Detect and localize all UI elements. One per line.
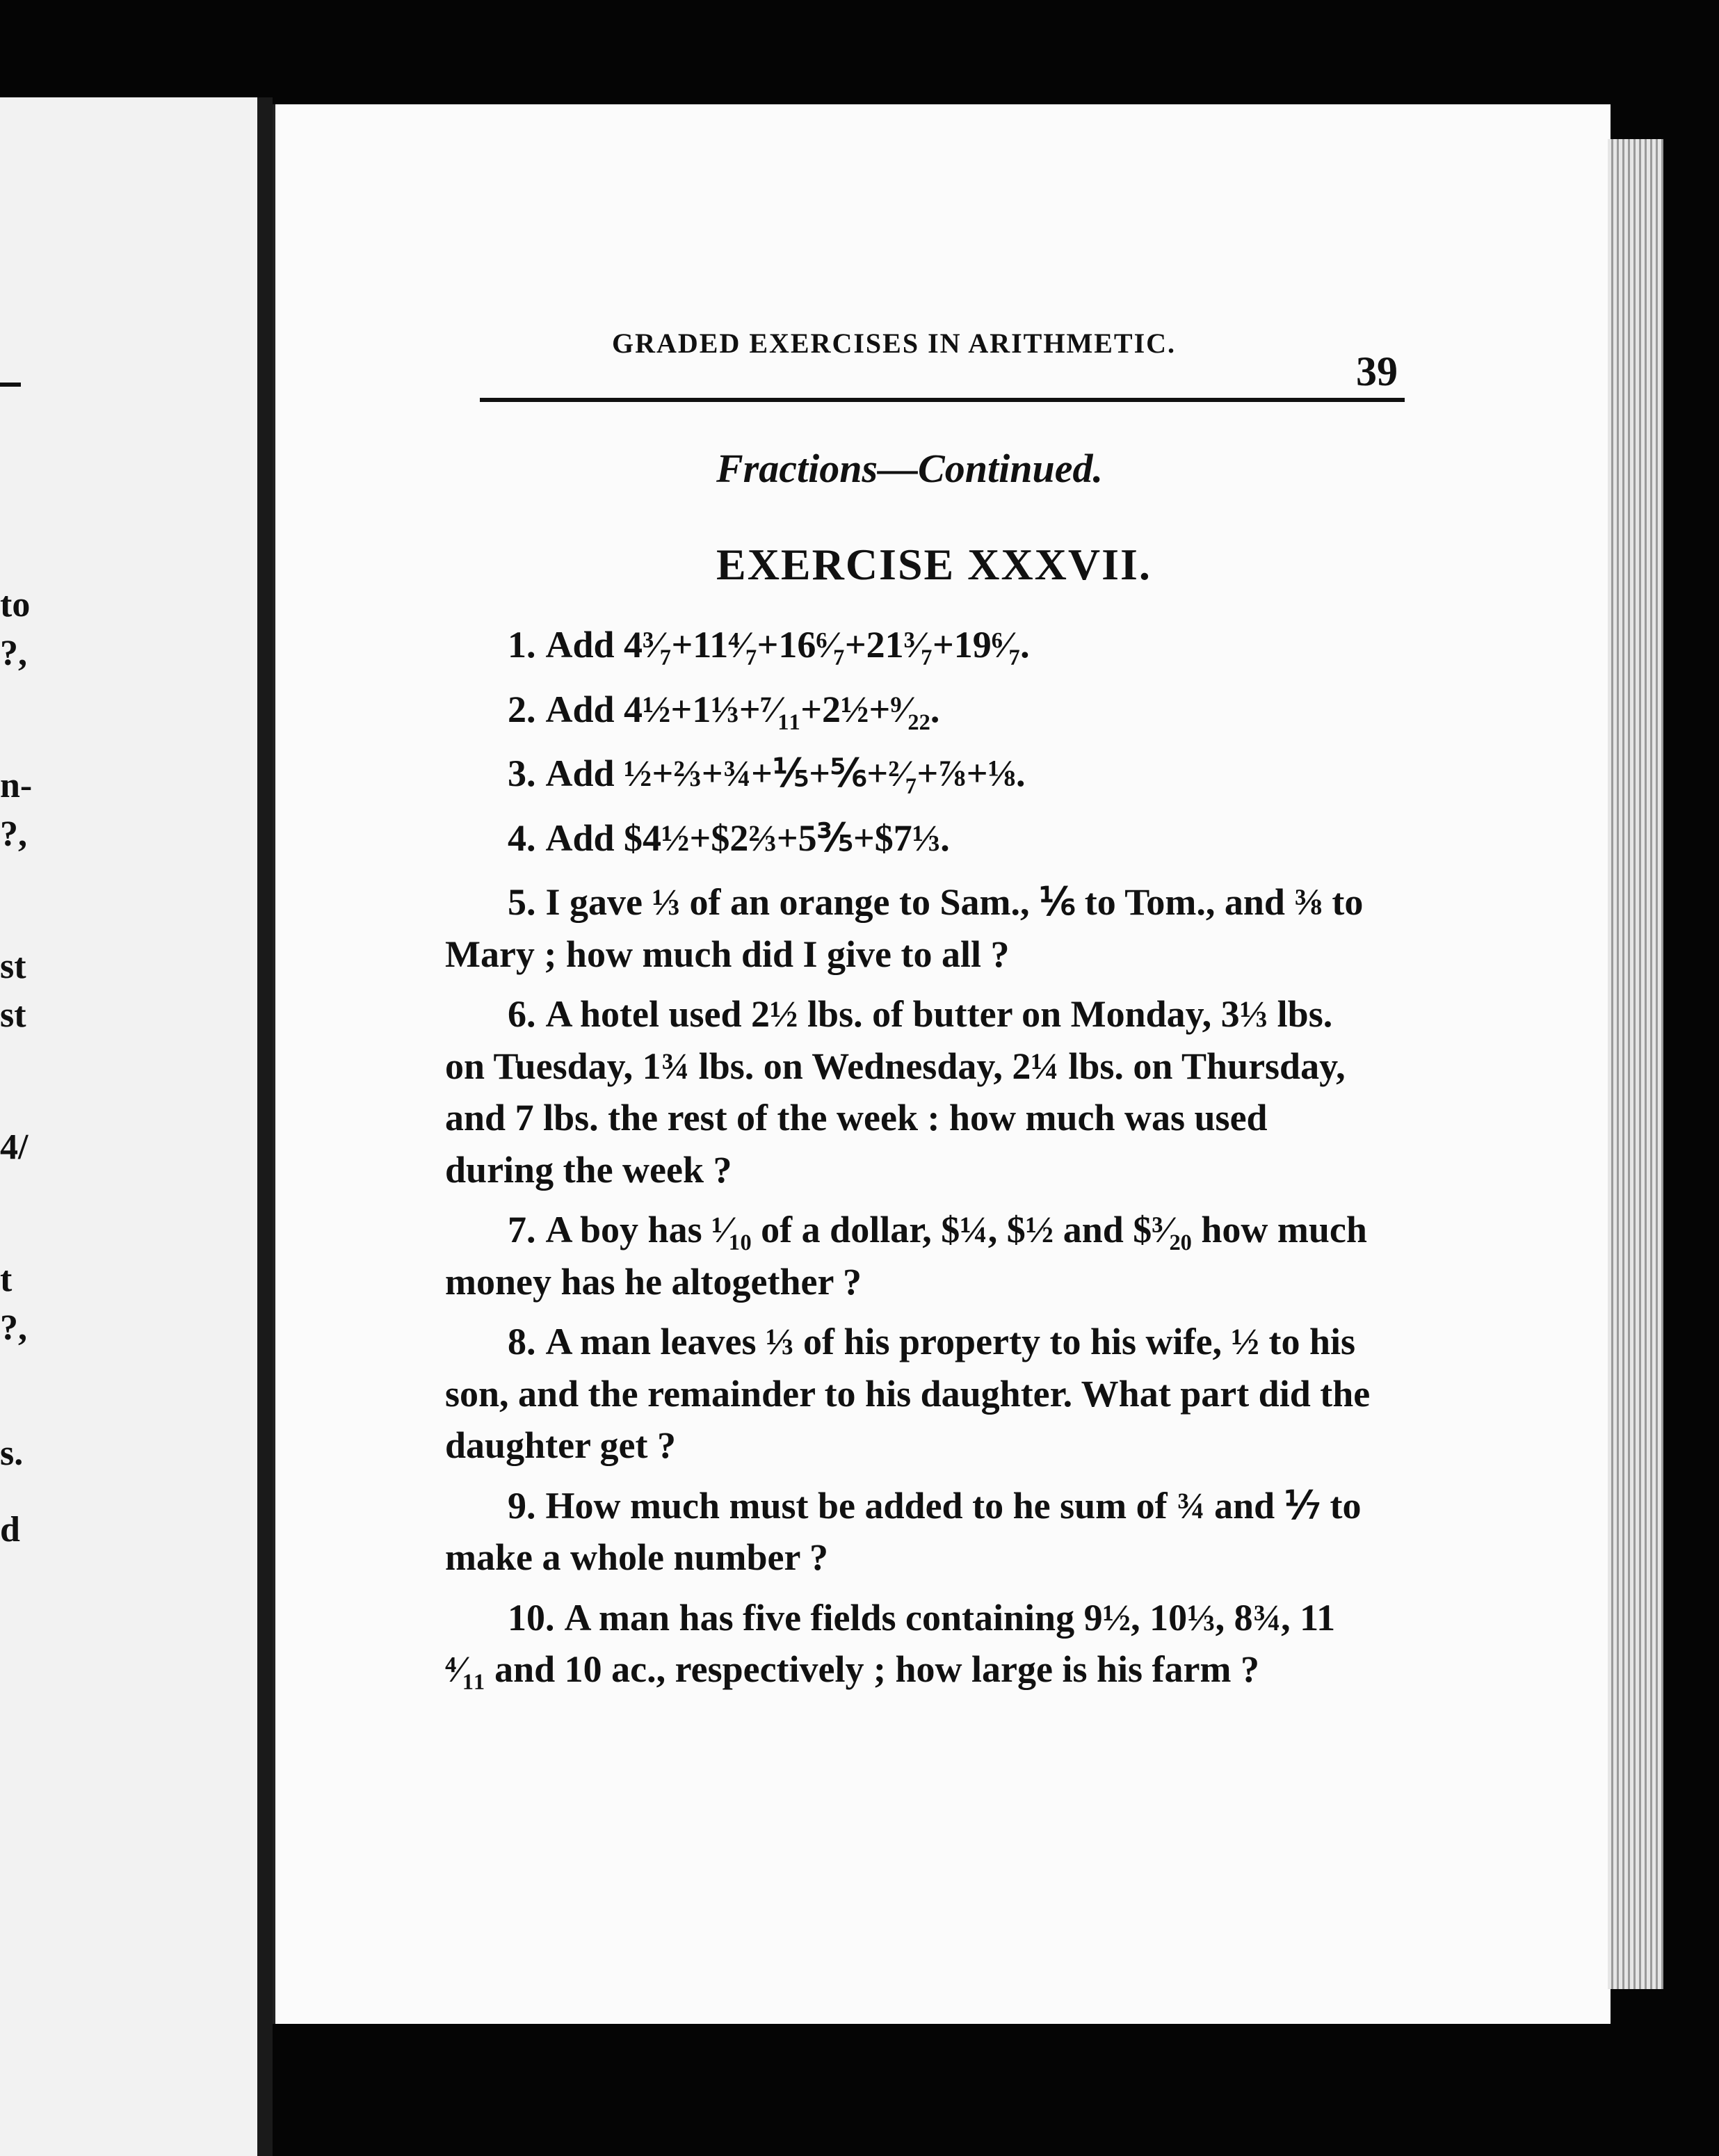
problem-text: I gave ⅓ of an orange to Sam., ⅙ to Tom., and ⅜ to Mary ; how much did I give to all ? (445, 881, 1364, 975)
left-page-dash (0, 383, 21, 387)
problem-text: A hotel used 2½ lbs. of butter on Monday, 3⅓ lbs. on Tuesday, 1¾ lbs. on Wednesday, 2¼ lbs. on Thursday, and 7 lbs. the rest of the week : how much was used during the week ? (445, 993, 1346, 1191)
problem-number: 8. (508, 1321, 536, 1363)
problem-list (445, 619, 1377, 1704)
left-fragment: n- (0, 766, 33, 805)
problem-item (445, 684, 1377, 736)
problem-text: How much must be added to he sum of ¾ and ⅐ to make a whole number ? (445, 1484, 1362, 1579)
problem-item (445, 748, 1377, 800)
left-fragment: d (0, 1510, 20, 1550)
problem-number: 10. (508, 1596, 555, 1639)
problem-item (445, 619, 1377, 671)
problem-number: 1. (508, 624, 536, 666)
left-fragment: ?, (0, 1308, 27, 1348)
problem-text: A boy has ¹⁄₁₀ of a dollar, $¼, $½ and $³⁄₂₀ how much money has he altogether ? (445, 1209, 1367, 1303)
problem-item (445, 1592, 1377, 1696)
left-fragment: st (0, 947, 26, 986)
page-edges (1608, 139, 1663, 1989)
header-rule (480, 398, 1405, 402)
problem-item (445, 1316, 1377, 1472)
problem-item (445, 1480, 1377, 1584)
problem-number: 7. (508, 1209, 536, 1251)
problem-item (445, 876, 1377, 980)
left-fragment: ?, (0, 634, 27, 673)
problem-text: Add ½+⅔+¾+⅕+⅚+²⁄₇+⅞+⅛. (545, 753, 1026, 795)
problem-text: Add $4½+$2⅔+5⅗+$7⅓. (545, 816, 950, 859)
problem-item (445, 812, 1377, 864)
problem-number: 2. (508, 688, 536, 730)
problem-text: Add 4³⁄₇+11⁴⁄₇+16⁶⁄₇+21³⁄₇+19⁶⁄₇. (545, 624, 1030, 666)
page-number: 39 (1356, 348, 1398, 394)
problem-number: 5. (508, 881, 536, 924)
section-title: Fractions—Continued. (716, 446, 1103, 491)
left-fragment: t (0, 1260, 13, 1299)
left-fragment: ?, (0, 814, 27, 854)
left-fragment: st (0, 995, 26, 1035)
problem-number: 9. (508, 1484, 536, 1527)
problem-number: 3. (508, 753, 536, 795)
left-page (0, 97, 257, 2156)
running-head: GRADED EXERCISES IN ARITHMETIC. (612, 328, 1177, 359)
problem-text: Add 4½+1⅓+⁷⁄₁₁+2½+⁹⁄₂₂. (545, 688, 940, 730)
book-gutter (257, 97, 273, 2156)
problem-item (445, 1204, 1377, 1308)
exercise-title: EXERCISE XXXVII. (716, 540, 1152, 589)
problem-item (445, 988, 1377, 1196)
problem-text: A man leaves ⅓ of his property to his wife, ½ to his son, and the remainder to his daughter. What part did the daughter get ? (445, 1321, 1371, 1467)
left-fragment: s. (0, 1433, 24, 1473)
problem-text: A man has five fields containing 9½, 10⅓, 8¾, 11 ⁴⁄₁₁ and 10 ac., respectively ; how large is his farm ? (445, 1596, 1336, 1691)
problem-number: 4. (508, 816, 536, 859)
problem-number: 6. (508, 993, 536, 1036)
left-fragment: 4/ (0, 1127, 29, 1167)
left-fragment: to (0, 585, 31, 625)
